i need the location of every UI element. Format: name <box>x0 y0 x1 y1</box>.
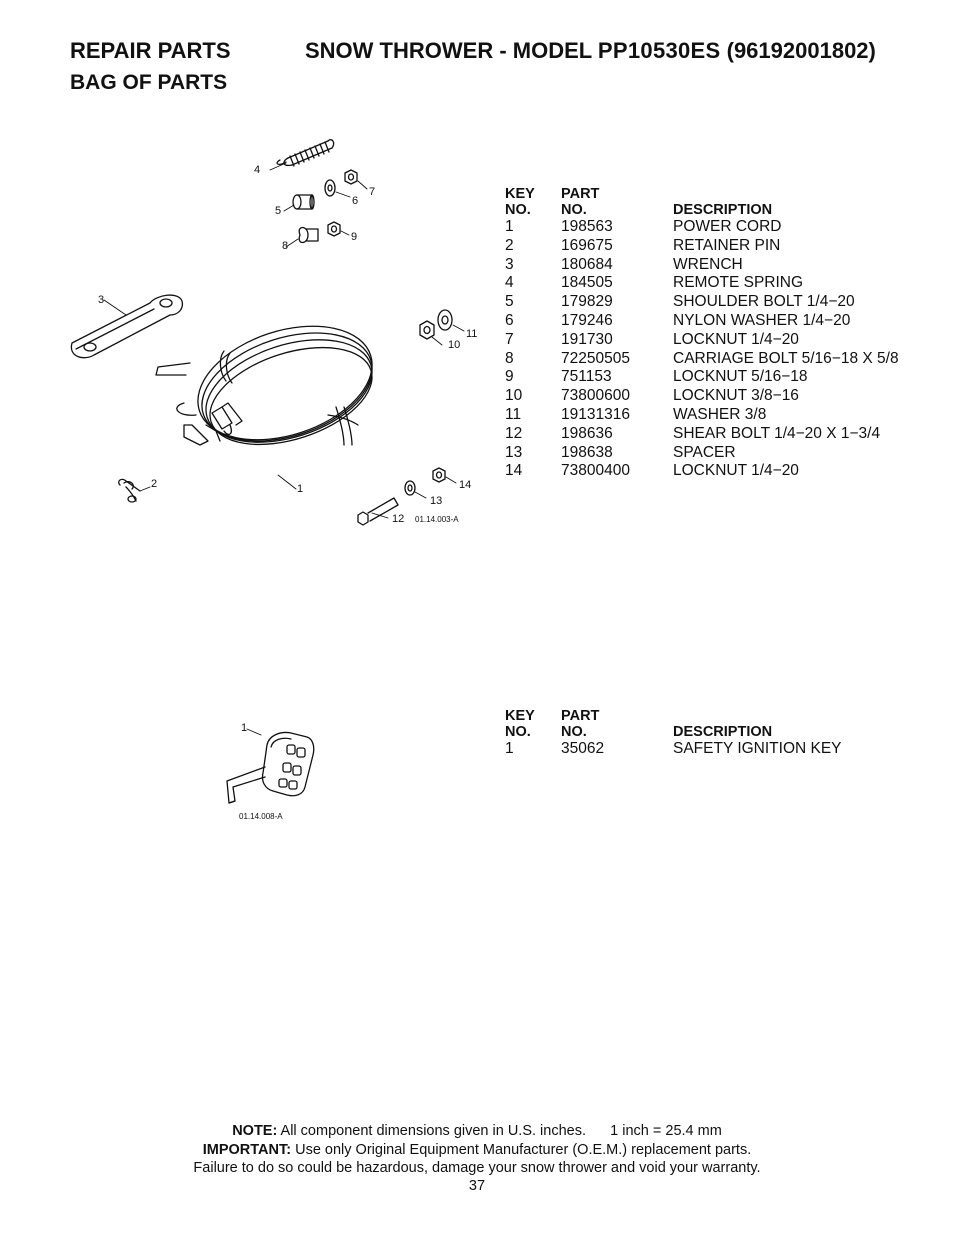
table-row <box>505 740 842 759</box>
parts-table-bag <box>505 187 899 481</box>
part-number-cell: 198638 <box>561 443 613 461</box>
wrench-drawing <box>71 295 182 358</box>
part-number-cell: 35062 <box>561 740 605 757</box>
footer-important <box>0 1141 954 1160</box>
note-text: All component dimensions given in U.S. inches. <box>280 1123 586 1139</box>
description-cell: REMOTE SPRING <box>673 274 804 292</box>
col-key-header: KEY NO. <box>505 186 535 218</box>
part-number-cell: 191730 <box>561 330 613 348</box>
key-cell: 10 <box>505 387 523 405</box>
col-description-header: DESCRIPTION <box>673 723 773 740</box>
ignition-key-diagram <box>225 715 345 827</box>
conversion-text: 1 inch = 25.4 mm <box>610 1123 722 1139</box>
callout-3: 3 <box>98 294 105 306</box>
page-number: 37 <box>468 1178 486 1194</box>
callout-12: 12 <box>392 513 405 525</box>
part-number-cell: 179246 <box>561 311 613 329</box>
part-number-cell: 198636 <box>561 424 613 442</box>
footer-note <box>0 1122 954 1141</box>
shoulder-bolt-drawing <box>293 195 314 209</box>
key-cell: 6 <box>505 311 514 329</box>
remote-spring-drawing <box>277 140 334 166</box>
table-row <box>505 406 899 425</box>
description-cell: RETAINER PIN <box>673 236 781 254</box>
key-cell: 8 <box>505 349 514 367</box>
part-number-cell: 169675 <box>561 236 613 254</box>
callout-9: 9 <box>351 231 358 243</box>
model-code: PP10530ES <box>597 38 721 63</box>
callout-8: 8 <box>282 240 289 252</box>
callout-1-key: 1 <box>241 722 248 734</box>
table-row <box>505 331 899 350</box>
key-cell: 3 <box>505 255 514 273</box>
callout-14: 14 <box>459 479 472 491</box>
important-label: IMPORTANT: <box>202 1142 292 1158</box>
table-row <box>505 312 899 331</box>
part-number-cell: 73800600 <box>561 387 630 405</box>
col-part-header: PART NO. <box>561 708 600 740</box>
col-description-header: DESCRIPTION <box>673 201 773 218</box>
carriage-bolt-drawing <box>299 228 318 243</box>
key-cell: 13 <box>505 443 523 461</box>
description-cell: POWER CORD <box>673 218 782 235</box>
col-part-header: PART NO. <box>561 186 600 218</box>
table-header-row <box>505 187 899 218</box>
key-cell: 9 <box>505 368 514 386</box>
callout-4: 4 <box>254 164 261 176</box>
description-cell: SHEAR BOLT 1/4−20 X 1−3/4 <box>673 424 881 442</box>
part-number-cell: 198563 <box>561 218 613 235</box>
key-cell: 12 <box>505 424 523 442</box>
footer-warning: Failure to do so could be hazardous, damage your snow thrower and void your warranty. <box>193 1160 761 1176</box>
callout-7: 7 <box>369 186 376 198</box>
key-cell: 5 <box>505 293 514 311</box>
drawing-id-1: 01.14.003-A <box>415 515 459 524</box>
description-cell: LOCKNUT 1/4−20 <box>673 330 799 348</box>
col-key-header: KEY NO. <box>505 708 535 740</box>
table-row <box>505 237 899 256</box>
description-cell: SPACER <box>673 443 736 461</box>
table-row <box>505 274 899 293</box>
callout-13: 13 <box>430 495 443 507</box>
model-prefix: SNOW THROWER - MODEL <box>305 38 592 63</box>
callout-2: 2 <box>151 478 158 490</box>
table-row <box>505 462 899 481</box>
key-cell: 7 <box>505 330 514 348</box>
description-cell: LOCKNUT 1/4−20 <box>673 462 799 480</box>
section-title: REPAIR PARTS <box>70 38 231 63</box>
description-cell: CARRIAGE BOLT 5/16−18 X 5/8 <box>673 349 899 367</box>
important-text: Use only Original Equipment Manufacturer (O.E.M.) replacement parts. <box>295 1142 752 1158</box>
drawing-id-2: 01.14.008-A <box>239 812 283 821</box>
description-cell: WRENCH <box>673 255 743 273</box>
table-row <box>505 368 899 387</box>
description-cell: WASHER 3/8 <box>673 405 767 423</box>
part-number-cell: 73800400 <box>561 462 630 480</box>
part-number-cell: 19131316 <box>561 405 630 423</box>
description-cell: LOCKNUT 3/8−16 <box>673 387 799 405</box>
power-cord-drawing <box>156 306 387 463</box>
key-cell: 14 <box>505 462 523 480</box>
description-cell: SAFETY IGNITION KEY <box>673 740 842 757</box>
table-row <box>505 387 899 406</box>
table-row <box>505 425 899 444</box>
key-cell: 4 <box>505 274 514 292</box>
part-number-cell: 180684 <box>561 255 613 273</box>
model-number: (96192001802) <box>726 38 876 63</box>
table-row <box>505 256 899 275</box>
description-cell: LOCKNUT 5/16−18 <box>673 368 808 386</box>
page-subtitle: BAG OF PARTS <box>70 71 228 94</box>
part-number-cell: 72250505 <box>561 349 630 367</box>
key-cell: 2 <box>505 236 514 254</box>
parts-table-key <box>505 709 842 759</box>
model-heading <box>305 38 876 64</box>
callout-11: 11 <box>466 328 478 340</box>
bag-of-parts-diagram <box>60 125 490 535</box>
callout-1: 1 <box>297 483 304 495</box>
callout-10: 10 <box>448 339 461 351</box>
callout-6: 6 <box>352 195 359 207</box>
description-cell: SHOULDER BOLT 1/4−20 <box>673 293 855 311</box>
key-cell: 11 <box>505 405 522 423</box>
table-row <box>505 444 899 463</box>
part-number-cell: 179829 <box>561 293 613 311</box>
retainer-pin-drawing <box>119 479 140 502</box>
table-row <box>505 293 899 312</box>
description-cell: NYLON WASHER 1/4−20 <box>673 311 851 329</box>
part-number-cell: 184505 <box>561 274 613 292</box>
table-row <box>505 218 899 237</box>
table-header-row <box>505 709 842 740</box>
callout-5: 5 <box>275 205 282 217</box>
key-cell: 1 <box>505 740 514 757</box>
table-row <box>505 350 899 369</box>
part-number-cell: 751153 <box>561 368 612 386</box>
note-label: NOTE: <box>232 1123 278 1139</box>
key-cell: 1 <box>505 218 514 235</box>
